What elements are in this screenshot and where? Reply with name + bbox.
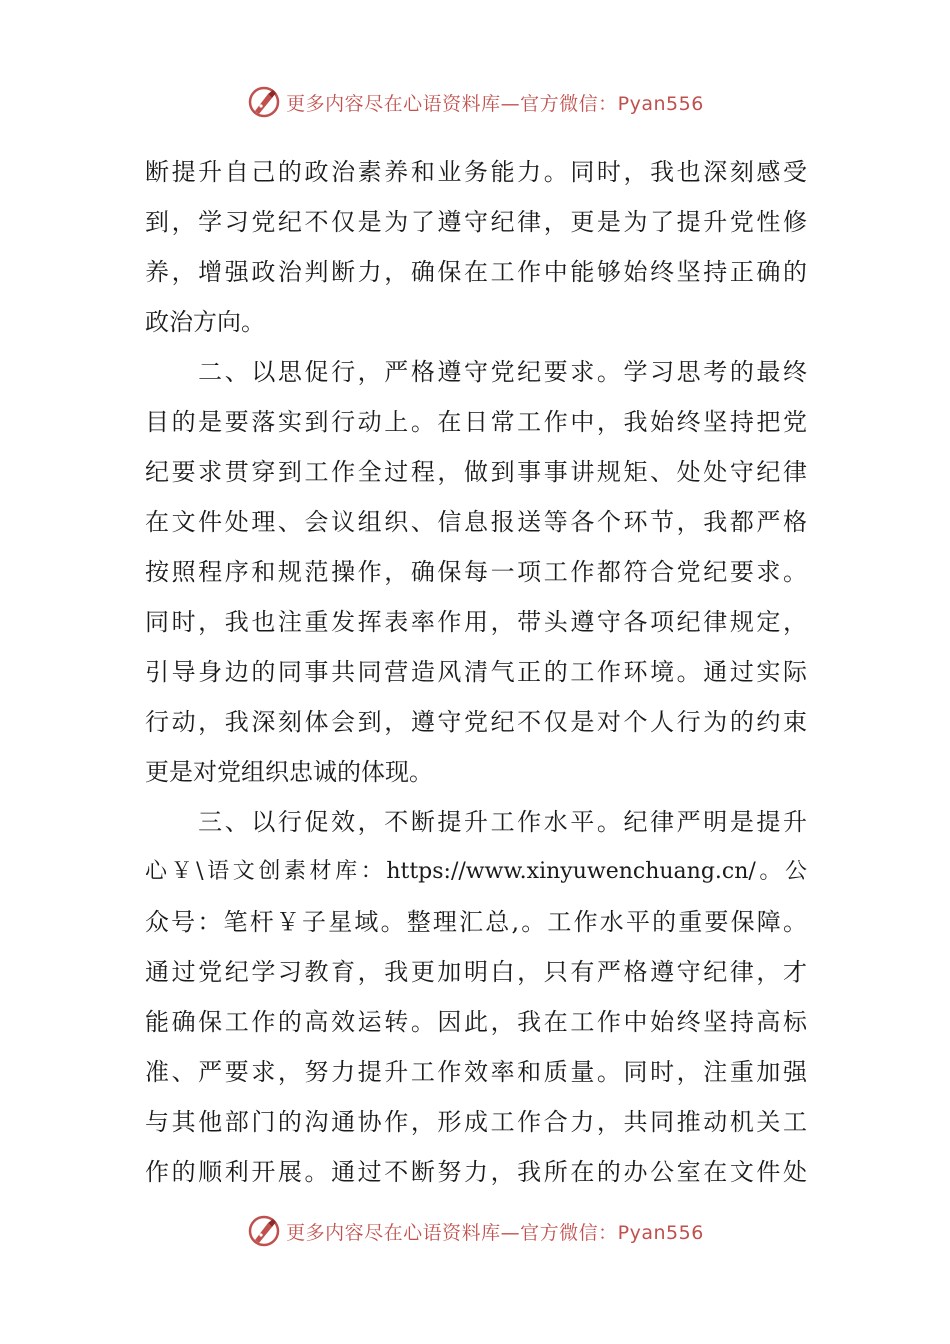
body-line: 行动，我深刻体会到，遵守党纪不仅是对个人行为的约束 [145,708,807,736]
body-line: 作的顺利开展。通过不断努力，我所在的办公室在文件处 [145,1158,807,1186]
body-line: 众号：笔杆￥子星域。整理汇总,。工作水平的重要保障。 [145,908,807,936]
pen-nib-logo-icon [246,1213,282,1249]
body-line: 通过党纪学习教育，我更加明白，只有严格遵守纪律，才 [145,958,807,986]
body-line-source-link: 心￥\语文创素材库：https://www.xinyuwenchuang.cn/。公 [145,859,807,884]
document-body [145,147,807,1197]
body-line: 准、严要求，努力提升工作效率和质量。同时，注重加强 [145,1058,807,1086]
footer-banner-text: 更多内容尽在心语资料库—官方微信：Pyan556 [286,1221,704,1244]
body-line: 在文件处理、会议组织、信息报送等各个环节，我都严格 [145,508,807,536]
header-banner-text: 更多内容尽在心语资料库—官方微信：Pyan556 [286,92,704,115]
body-line: 按照程序和规范操作，确保每一项工作都符合党纪要求。 [145,558,807,586]
body-line: 与其他部门的沟通协作，形成工作合力，共同推动机关工 [145,1108,807,1136]
footer-banner [0,1211,950,1251]
body-line: 目的是要落实到行动上。在日常工作中，我始终坚持把党 [145,408,807,436]
body-line: 更是对党组织忠诚的体现。 [145,758,433,786]
body-line: 二、以思促行，严格遵守党纪要求。学习思考的最终 [145,358,807,386]
body-line: 养，增强政治判断力，确保在工作中能够始终坚持正确的 [145,258,807,286]
body-line: 三、以行促效，不断提升工作水平。纪律严明是提升 [145,808,807,836]
body-line: 政治方向。 [145,308,265,336]
header-banner [0,82,950,122]
body-line: 纪要求贯穿到工作全过程，做到事事讲规矩、处处守纪律 [145,458,807,486]
body-line: 断提升自己的政治素养和业务能力。同时，我也深刻感受 [145,158,807,186]
body-line: 能确保工作的高效运转。因此，我在工作中始终坚持高标 [145,1008,807,1036]
pen-nib-logo-icon [246,84,282,120]
body-line: 引导身边的同事共同营造风清气正的工作环境。通过实际 [145,658,807,686]
body-line: 同时，我也注重发挥表率作用，带头遵守各项纪律规定， [145,608,807,636]
body-line: 到，学习党纪不仅是为了遵守纪律，更是为了提升党性修 [145,208,807,236]
